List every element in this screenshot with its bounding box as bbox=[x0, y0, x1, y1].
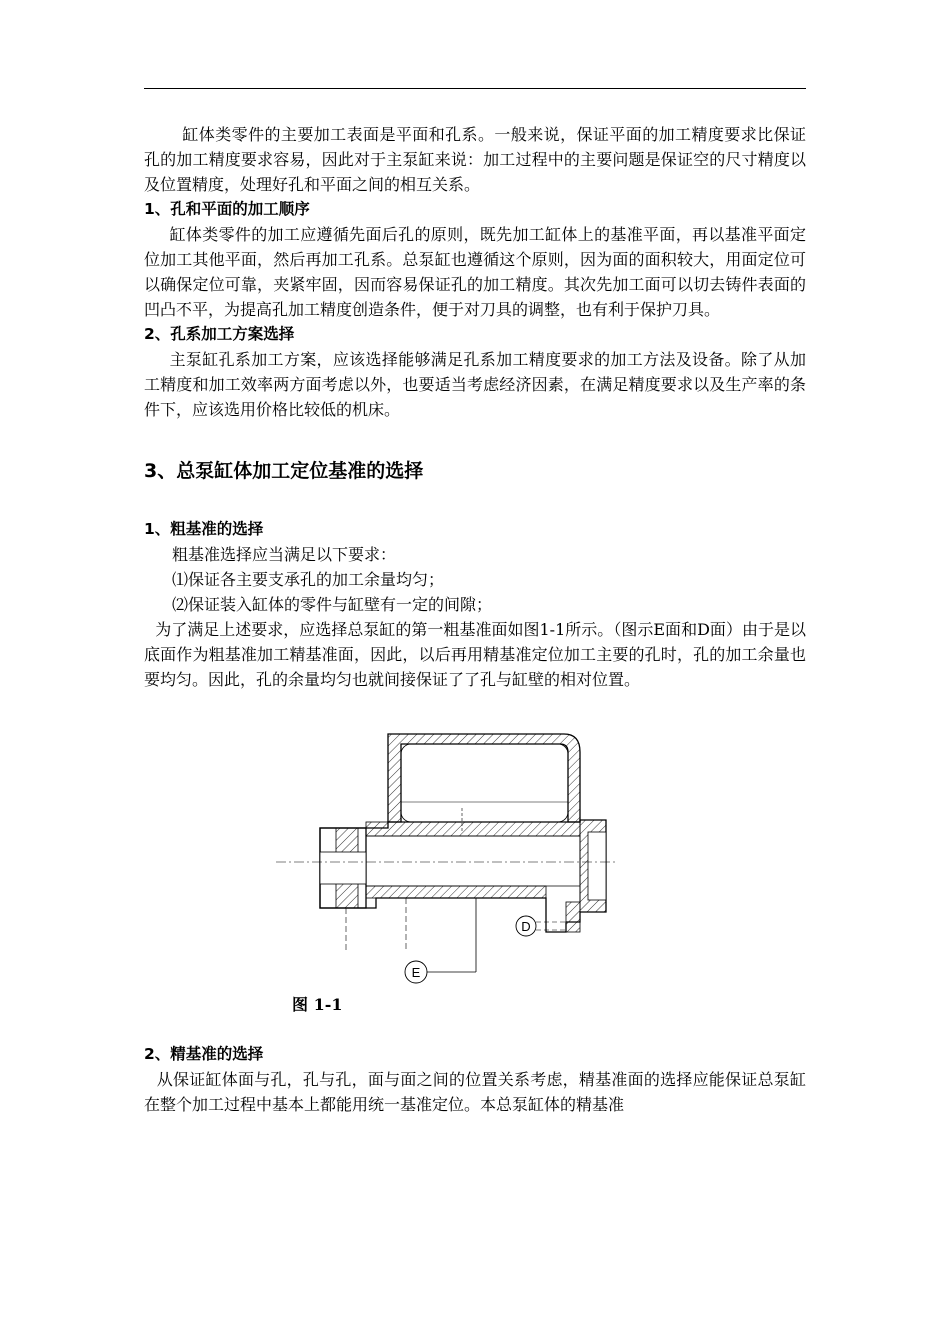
intro-paragraph: 缸体类零件的主要加工表面是平面和孔系。一般来说，保证平面的加工精度要求比保证孔的加工精度要求容易，因此对于主泵缸来说：加工过程中的主要问题是保证空的尺寸精度以及位置精度，处理好孔和平面之间的相互关系。 bbox=[144, 125, 806, 194]
rough-lead-text: 粗基准选择应当满足以下要求： bbox=[172, 545, 397, 564]
datum-e-label: E bbox=[411, 965, 421, 980]
fine-body: 从保证缸体面与孔，孔与孔，面与面之间的位置关系考虑，精基准面的选择应能保证总泵缸在整个加工过程中基本上都能用统一基准定位。本总泵缸体的精基准 bbox=[144, 1070, 806, 1114]
figure-1-1 bbox=[144, 692, 806, 992]
rough-item-2: ⑵保证装入缸体的零件与缸壁有一定的间隙； bbox=[172, 595, 493, 614]
section-body-order: 缸体类零件的加工应遵循先面后孔的原则，既先加工缸体上的基准平面，再以基准平面定位加工其他平面，然后再加工孔系。总泵缸也遵循这个原则，因为面的面积较大，用面定位可以确保定位可靠，夹紧牢固，因而容易保证孔的加工精度。其次先加工面可以切去铸件表面的凹凸不平，为提高孔加工精度创造条件，便于对刀具的调整，也有利于保护刀具。 bbox=[144, 225, 806, 319]
rough-item-1: ⑴保证各主要支承孔的加工余量均匀； bbox=[172, 570, 445, 589]
cylinder-drawing bbox=[276, 722, 616, 992]
section-body-plan: 主泵缸孔系加工方案，应该选择能够满足孔系加工精度要求的加工方法及设备。除了从加工精度和加工效率两方面考虑以外，也要适当考虑经济因素，在满足精度要求以及生产率的条件下，应该选用价格比较低的机床。 bbox=[144, 350, 806, 419]
document-body bbox=[144, 122, 806, 1117]
subsection-heading-fine: 2、精基准的选择 bbox=[144, 1045, 264, 1063]
datum-d-label: D bbox=[521, 919, 531, 934]
main-heading: 3、总泵缸体加工定位基准的选择 bbox=[144, 460, 424, 482]
subsection-heading-rough: 1、粗基准的选择 bbox=[144, 520, 264, 538]
figure-caption: 图 1-1 bbox=[292, 995, 343, 1014]
section-heading-order: 1、孔和平面的加工顺序 bbox=[144, 200, 310, 218]
section-heading-plan: 2、孔系加工方案选择 bbox=[144, 325, 295, 343]
rough-body: 为了满足上述要求，应选择总泵缸的第一粗基准面如图1-1所示。（图示E面和D面）由于是以底面作为粗基准加工精基准面，因此，以后再用精基准定位加工主要的孔时，孔的加工余量也要均匀。因此，孔的余量均匀也就间接保证了了孔与缸壁的相对位置。 bbox=[144, 620, 806, 689]
header-rule bbox=[144, 88, 806, 89]
